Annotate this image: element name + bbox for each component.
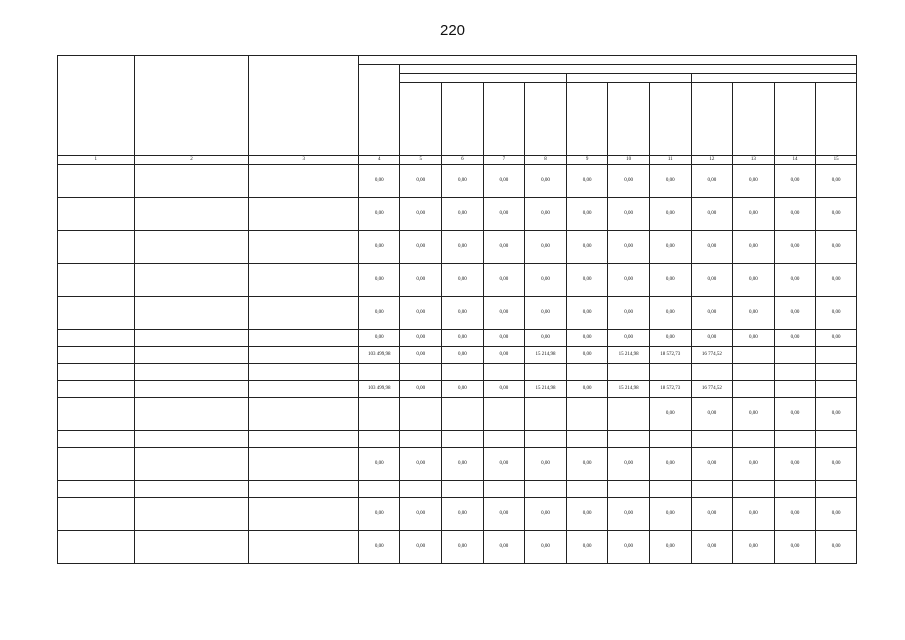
- row-value-cell: 0,00: [691, 531, 733, 564]
- row-value-cell: 0,00: [691, 198, 733, 231]
- table-row: [58, 231, 857, 264]
- row-value-cell: 0,00: [774, 330, 816, 347]
- row-program-cell: [134, 381, 249, 398]
- row-value-cell: 0,00: [400, 198, 442, 231]
- row-value-cell: [733, 364, 775, 381]
- header-sub-column: [400, 83, 442, 156]
- row-value-cell: 0,00: [691, 398, 733, 431]
- row-value-cell: [691, 481, 733, 498]
- row-value-cell: 0,00: [442, 165, 484, 198]
- row-value-cell: 0,00: [400, 347, 442, 364]
- row-value-cell: 0,00: [483, 531, 525, 564]
- row-value-cell: 0,00: [400, 231, 442, 264]
- row-value-cell: 0,00: [358, 198, 400, 231]
- row-value-cell: [483, 398, 525, 431]
- row-value-cell: 15 214,98: [608, 347, 650, 364]
- header-year-b: [566, 74, 691, 83]
- row-value-cell: [442, 364, 484, 381]
- row-value-cell: [358, 398, 400, 431]
- row-value-cell: [483, 364, 525, 381]
- row-value-cell: 0,00: [483, 448, 525, 481]
- row-value-cell: [691, 431, 733, 448]
- row-value-cell: 0,00: [608, 165, 650, 198]
- row-name-cell: [249, 364, 358, 381]
- column-number: 7: [483, 156, 525, 165]
- row-value-cell: 0,00: [566, 231, 608, 264]
- row-value-cell: 0,00: [774, 297, 816, 330]
- row-value-cell: 0,00: [816, 398, 857, 431]
- row-program-cell: [134, 431, 249, 448]
- column-number: 11: [649, 156, 691, 165]
- row-value-cell: 0,00: [400, 330, 442, 347]
- row-value-cell: 0,00: [816, 531, 857, 564]
- row-program-cell: [134, 448, 249, 481]
- row-value-cell: 0,00: [566, 297, 608, 330]
- row-value-cell: [733, 431, 775, 448]
- row-value-cell: 0,00: [691, 165, 733, 198]
- row-program-cell: [134, 364, 249, 381]
- column-number-row: [58, 156, 857, 165]
- row-value-cell: 0,00: [733, 330, 775, 347]
- row-status-cell: [58, 165, 135, 198]
- row-value-cell: [400, 364, 442, 381]
- row-value-cell: 0,00: [483, 231, 525, 264]
- header-sub-column: [691, 83, 733, 156]
- table-row: [58, 431, 857, 448]
- row-value-cell: 0,00: [483, 498, 525, 531]
- row-value-cell: 0,00: [691, 231, 733, 264]
- table-row: [58, 330, 857, 347]
- row-value-cell: [400, 481, 442, 498]
- row-value-cell: 0,00: [816, 297, 857, 330]
- row-value-cell: 0,00: [400, 297, 442, 330]
- row-value-cell: [774, 481, 816, 498]
- row-value-cell: 0,00: [774, 398, 816, 431]
- row-value-cell: 0,00: [649, 531, 691, 564]
- row-value-cell: [483, 481, 525, 498]
- column-number: 10: [608, 156, 650, 165]
- row-status-cell: [58, 231, 135, 264]
- row-value-cell: 0,00: [566, 198, 608, 231]
- row-value-cell: 0,00: [733, 198, 775, 231]
- row-value-cell: 0,00: [774, 448, 816, 481]
- row-value-cell: 15 214,98: [525, 347, 567, 364]
- row-value-cell: 0,00: [525, 165, 567, 198]
- row-value-cell: [566, 431, 608, 448]
- table-row: [58, 498, 857, 531]
- row-value-cell: 103 499,98: [358, 347, 400, 364]
- header-sub-column: [774, 83, 816, 156]
- row-value-cell: 0,00: [525, 330, 567, 347]
- row-value-cell: 0,00: [774, 198, 816, 231]
- row-value-cell: 0,00: [816, 330, 857, 347]
- row-value-cell: 0,00: [608, 231, 650, 264]
- row-name-cell: [249, 448, 358, 481]
- row-value-cell: 0,00: [566, 498, 608, 531]
- row-value-cell: [566, 398, 608, 431]
- header-group-top: [358, 56, 856, 65]
- row-value-cell: 0,00: [400, 448, 442, 481]
- row-value-cell: [733, 481, 775, 498]
- header-sub-column: [566, 83, 608, 156]
- column-number: 1: [58, 156, 135, 165]
- row-program-cell: [134, 347, 249, 364]
- column-number: 6: [442, 156, 484, 165]
- row-status-cell: [58, 498, 135, 531]
- budget-table-sheet: [57, 55, 857, 564]
- table-body: [58, 165, 857, 564]
- table-row: [58, 264, 857, 297]
- row-name-cell: [249, 498, 358, 531]
- row-value-cell: 0,00: [525, 448, 567, 481]
- row-value-cell: 0,00: [442, 531, 484, 564]
- row-value-cell: 0,00: [400, 498, 442, 531]
- page-number: 220: [439, 22, 466, 39]
- row-value-cell: [525, 364, 567, 381]
- row-program-cell: [134, 231, 249, 264]
- row-program-cell: [134, 264, 249, 297]
- row-value-cell: 0,00: [525, 498, 567, 531]
- row-value-cell: [483, 431, 525, 448]
- row-value-cell: 0,00: [733, 297, 775, 330]
- row-value-cell: 0,00: [358, 231, 400, 264]
- row-value-cell: 0,00: [483, 165, 525, 198]
- row-value-cell: 0,00: [608, 531, 650, 564]
- row-value-cell: [358, 481, 400, 498]
- row-status-cell: [58, 398, 135, 431]
- row-value-cell: 0,00: [358, 165, 400, 198]
- row-value-cell: 15 214,98: [525, 381, 567, 398]
- row-value-cell: [442, 431, 484, 448]
- row-value-cell: 0,00: [691, 498, 733, 531]
- header-sub-column: [483, 83, 525, 156]
- row-value-cell: [649, 364, 691, 381]
- row-value-cell: [400, 398, 442, 431]
- row-value-cell: 0,00: [400, 381, 442, 398]
- row-name-cell: [249, 297, 358, 330]
- row-value-cell: 0,00: [774, 165, 816, 198]
- row-value-cell: 0,00: [525, 198, 567, 231]
- row-value-cell: 0,00: [733, 448, 775, 481]
- table-row: [58, 347, 857, 364]
- row-program-cell: [134, 330, 249, 347]
- row-value-cell: [816, 481, 857, 498]
- row-value-cell: 0,00: [608, 498, 650, 531]
- row-value-cell: 0,00: [566, 531, 608, 564]
- row-value-cell: 0,00: [649, 231, 691, 264]
- header-year-spacer: [691, 74, 856, 83]
- row-value-cell: [774, 431, 816, 448]
- row-program-cell: [134, 481, 249, 498]
- header-status: [58, 56, 135, 156]
- row-value-cell: [816, 381, 857, 398]
- header-sub-column: [442, 83, 484, 156]
- row-value-cell: 0,00: [816, 198, 857, 231]
- row-value-cell: [566, 481, 608, 498]
- row-status-cell: [58, 364, 135, 381]
- row-value-cell: 0,00: [483, 330, 525, 347]
- row-name-cell: [249, 165, 358, 198]
- row-value-cell: [608, 398, 650, 431]
- header-sub-column: [525, 83, 567, 156]
- row-value-cell: 18 572,73: [649, 347, 691, 364]
- row-value-cell: 0,00: [566, 330, 608, 347]
- table-row: [58, 165, 857, 198]
- row-value-cell: [525, 398, 567, 431]
- row-value-cell: 0,00: [483, 198, 525, 231]
- row-status-cell: [58, 481, 135, 498]
- row-value-cell: 0,00: [358, 264, 400, 297]
- row-program-cell: [134, 165, 249, 198]
- row-value-cell: [442, 398, 484, 431]
- table-row: [58, 398, 857, 431]
- row-value-cell: 18 572,73: [649, 381, 691, 398]
- row-program-cell: [134, 531, 249, 564]
- row-value-cell: 0,00: [358, 531, 400, 564]
- table-row: [58, 364, 857, 381]
- header-executor: [249, 56, 358, 156]
- row-name-cell: [249, 431, 358, 448]
- header-group-sub: [400, 65, 857, 74]
- row-value-cell: 0,00: [525, 297, 567, 330]
- row-value-cell: 0,00: [691, 297, 733, 330]
- row-value-cell: 0,00: [566, 381, 608, 398]
- row-value-cell: 0,00: [816, 165, 857, 198]
- row-value-cell: 0,00: [358, 498, 400, 531]
- row-value-cell: 0,00: [442, 448, 484, 481]
- header-sub-column: [649, 83, 691, 156]
- row-name-cell: [249, 398, 358, 431]
- table-row: [58, 448, 857, 481]
- row-status-cell: [58, 431, 135, 448]
- row-value-cell: 0,00: [608, 330, 650, 347]
- row-value-cell: 0,00: [816, 264, 857, 297]
- row-value-cell: 0,00: [566, 165, 608, 198]
- row-value-cell: [608, 481, 650, 498]
- row-value-cell: 0,00: [483, 297, 525, 330]
- header-program: [134, 56, 249, 156]
- row-program-cell: [134, 297, 249, 330]
- row-value-cell: [774, 364, 816, 381]
- row-value-cell: [442, 481, 484, 498]
- row-value-cell: [816, 364, 857, 381]
- row-name-cell: [249, 330, 358, 347]
- row-value-cell: [358, 431, 400, 448]
- row-name-cell: [249, 347, 358, 364]
- row-value-cell: 0,00: [442, 198, 484, 231]
- row-value-cell: [649, 481, 691, 498]
- row-value-cell: 0,00: [649, 297, 691, 330]
- row-value-cell: 0,00: [358, 330, 400, 347]
- table-row: [58, 381, 857, 398]
- row-value-cell: 0,00: [358, 297, 400, 330]
- row-value-cell: [525, 481, 567, 498]
- row-name-cell: [249, 381, 358, 398]
- row-name-cell: [249, 531, 358, 564]
- row-program-cell: [134, 398, 249, 431]
- budget-table: [57, 55, 857, 564]
- row-value-cell: 16 774,52: [691, 347, 733, 364]
- row-name-cell: [249, 264, 358, 297]
- row-value-cell: 0,00: [774, 531, 816, 564]
- row-value-cell: 0,00: [649, 498, 691, 531]
- column-number: 8: [525, 156, 567, 165]
- row-value-cell: 0,00: [566, 347, 608, 364]
- row-value-cell: 0,00: [442, 347, 484, 364]
- column-number: 13: [733, 156, 775, 165]
- row-value-cell: [816, 431, 857, 448]
- row-value-cell: 0,00: [400, 531, 442, 564]
- row-value-cell: 0,00: [649, 198, 691, 231]
- row-value-cell: 0,00: [566, 264, 608, 297]
- row-value-cell: 0,00: [358, 448, 400, 481]
- row-value-cell: [649, 431, 691, 448]
- row-value-cell: 0,00: [608, 448, 650, 481]
- row-value-cell: 0,00: [816, 448, 857, 481]
- row-value-cell: [400, 431, 442, 448]
- row-value-cell: 0,00: [649, 165, 691, 198]
- row-name-cell: [249, 198, 358, 231]
- row-value-cell: 0,00: [525, 231, 567, 264]
- row-value-cell: 0,00: [525, 264, 567, 297]
- row-value-cell: 0,00: [566, 448, 608, 481]
- row-value-cell: 0,00: [733, 498, 775, 531]
- column-number: 2: [134, 156, 249, 165]
- row-value-cell: 0,00: [649, 330, 691, 347]
- row-value-cell: 0,00: [525, 531, 567, 564]
- row-status-cell: [58, 531, 135, 564]
- row-value-cell: 0,00: [442, 330, 484, 347]
- row-value-cell: 0,00: [442, 498, 484, 531]
- header-sub-column: [608, 83, 650, 156]
- column-number: 3: [249, 156, 358, 165]
- row-value-cell: 0,00: [483, 264, 525, 297]
- row-value-cell: 103 499,98: [358, 381, 400, 398]
- row-value-cell: 0,00: [649, 264, 691, 297]
- row-value-cell: 0,00: [649, 398, 691, 431]
- column-number: 4: [358, 156, 400, 165]
- table-row: [58, 531, 857, 564]
- row-program-cell: [134, 198, 249, 231]
- row-value-cell: [566, 364, 608, 381]
- table-row: [58, 198, 857, 231]
- row-value-cell: [733, 347, 775, 364]
- row-status-cell: [58, 381, 135, 398]
- row-value-cell: 0,00: [774, 498, 816, 531]
- row-program-cell: [134, 498, 249, 531]
- row-value-cell: 0,00: [400, 165, 442, 198]
- row-value-cell: 0,00: [816, 231, 857, 264]
- row-value-cell: 0,00: [400, 264, 442, 297]
- row-value-cell: 0,00: [816, 498, 857, 531]
- header-sub-column: [816, 83, 857, 156]
- row-value-cell: 0,00: [733, 231, 775, 264]
- row-value-cell: 0,00: [483, 347, 525, 364]
- column-number: 5: [400, 156, 442, 165]
- table-row: [58, 297, 857, 330]
- row-value-cell: 0,00: [483, 381, 525, 398]
- row-value-cell: 0,00: [774, 264, 816, 297]
- row-value-cell: [608, 431, 650, 448]
- row-status-cell: [58, 198, 135, 231]
- row-value-cell: 0,00: [608, 198, 650, 231]
- row-value-cell: 0,00: [733, 531, 775, 564]
- column-number: 12: [691, 156, 733, 165]
- row-value-cell: 0,00: [649, 448, 691, 481]
- row-status-cell: [58, 330, 135, 347]
- row-value-cell: 0,00: [733, 398, 775, 431]
- header-sub-column: [733, 83, 775, 156]
- row-value-cell: 0,00: [608, 297, 650, 330]
- column-number: 15: [816, 156, 857, 165]
- row-value-cell: 0,00: [691, 264, 733, 297]
- column-number: 14: [774, 156, 816, 165]
- row-value-cell: 0,00: [691, 448, 733, 481]
- column-number: 9: [566, 156, 608, 165]
- row-value-cell: [691, 364, 733, 381]
- row-value-cell: 0,00: [442, 231, 484, 264]
- row-value-cell: [358, 364, 400, 381]
- row-value-cell: [733, 381, 775, 398]
- row-value-cell: 0,00: [442, 264, 484, 297]
- header-total: [358, 65, 400, 156]
- row-value-cell: [525, 431, 567, 448]
- row-value-cell: 0,00: [442, 381, 484, 398]
- row-status-cell: [58, 448, 135, 481]
- row-value-cell: [816, 347, 857, 364]
- header-year-a: [400, 74, 566, 83]
- row-value-cell: 15 214,98: [608, 381, 650, 398]
- row-status-cell: [58, 347, 135, 364]
- row-status-cell: [58, 264, 135, 297]
- row-value-cell: 0,00: [442, 297, 484, 330]
- row-name-cell: [249, 481, 358, 498]
- row-value-cell: 0,00: [691, 330, 733, 347]
- row-status-cell: [58, 297, 135, 330]
- row-value-cell: [608, 364, 650, 381]
- row-value-cell: 0,00: [733, 165, 775, 198]
- row-value-cell: [774, 381, 816, 398]
- row-value-cell: 0,00: [608, 264, 650, 297]
- row-value-cell: 0,00: [774, 231, 816, 264]
- row-name-cell: [249, 231, 358, 264]
- row-value-cell: [774, 347, 816, 364]
- row-value-cell: 16 774,52: [691, 381, 733, 398]
- table-row: [58, 481, 857, 498]
- row-value-cell: 0,00: [733, 264, 775, 297]
